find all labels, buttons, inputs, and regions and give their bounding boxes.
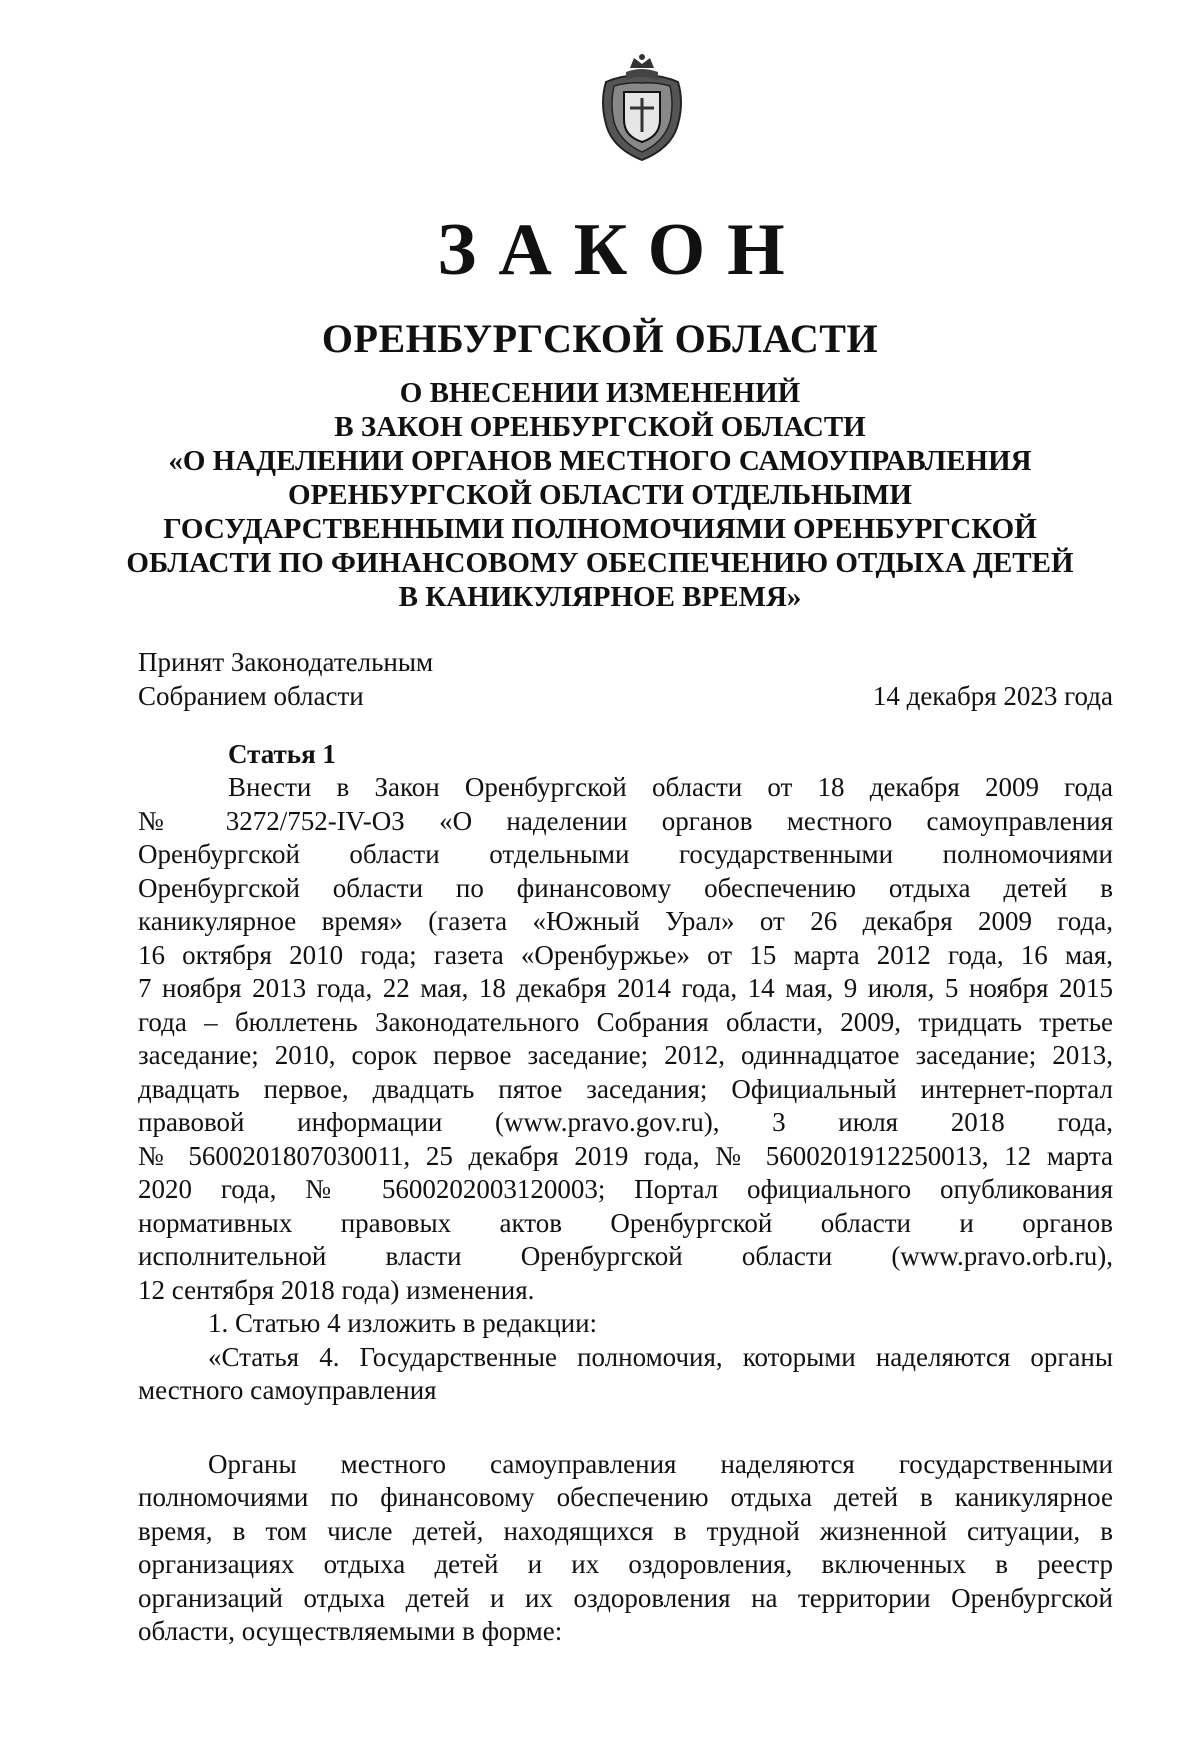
subtitle-line: В КАНИКУЛЯРНОЕ ВРЕМЯ» — [398, 581, 802, 613]
article-text-line: заседание; 2010, сорок первое заседание; 2012, одиннадцатое заседание; 2013, — [138, 1040, 1113, 1070]
article-text-line: Оренбургской области отдельными государственными полномочиями — [138, 839, 1113, 869]
law-subtitle — [120, 376, 1080, 614]
subtitle-line: О ВНЕСЕНИИ ИЗМЕНЕНИЙ — [399, 377, 801, 409]
amendment-item: 1. Статью 4 изложить в редакции: — [208, 1308, 598, 1338]
article-text-line: правовой информации (www.pravo.gov.ru), 3 июля 2018 года, — [138, 1107, 1113, 1137]
article-text-line: 2020 года, № 5600202003120003; Портал официального опубликования — [138, 1174, 1113, 1204]
article-heading: Статья 1 — [228, 739, 336, 769]
subtitle-line: «О НАДЕЛЕНИИ ОРГАНОВ МЕСТНОГО САМОУПРАВЛЕНИЯ — [168, 445, 1032, 477]
article-text-line: Внести в Закон Оренбургской области от 18 декабря 2009 года — [228, 772, 1113, 802]
emblem-icon — [596, 52, 688, 164]
article-text-line: 7 ноября 2013 года, 22 мая, 18 декабря 2014 года, 14 мая, 9 июля, 5 ноября 2015 — [138, 973, 1113, 1003]
paragraph-line: время, в том числе детей, находящихся в трудной жизненной ситуации, в — [138, 1515, 1113, 1546]
article-text-line: № 5600201807030011, 25 декабря 2019 года, № 5600201912250013, 12 марта — [138, 1140, 1113, 1171]
subtitle-line: В ЗАКОН ОРЕНБУРГСКОЙ ОБЛАСТИ — [334, 411, 866, 443]
article-text-line: двадцать первое, двадцать пятое заседания; Официальный интернет-портал — [138, 1073, 1113, 1104]
quoted-article-heading: «Статья 4. Государственные полномочия, которыми наделяются органы — [208, 1341, 1113, 1372]
paragraph-line: организаций отдыха детей и их оздоровления на территории Оренбургской — [138, 1582, 1113, 1613]
paragraph-line: Органы местного самоуправления наделяются государственными — [208, 1448, 1113, 1479]
adopted-by-label: Принят Законодательным — [138, 647, 434, 677]
subtitle-line: ОРЕНБУРГСКОЙ ОБЛАСТИ ОТДЕЛЬНЫМИ — [288, 479, 912, 511]
article-text-line: исполнительной власти Оренбургской области (www.pravo.orb.ru), — [138, 1241, 1113, 1271]
article-text-line: нормативных правовых актов Оренбургской области и органов — [138, 1207, 1113, 1238]
paragraph-line: полномочиями по финансовому обеспечению отдыха детей в каникулярное — [138, 1482, 1113, 1512]
region-title: ОРЕНБУРГСКОЙ ОБЛАСТИ — [321, 316, 879, 361]
law-title: ЗАКОН — [437, 209, 807, 291]
law-body — [138, 737, 1113, 1649]
article-text-line: каникулярное время» (газета «Южный Урал» от 26 декабря 2009 года, — [138, 906, 1113, 936]
article-text-line: 16 октября 2010 года; газета «Оренбуржье» от 15 марта 2012 года, 16 мая, — [138, 939, 1113, 970]
paragraph-line: организациях отдыха детей и их оздоровления, включенных в реестр — [138, 1549, 1113, 1579]
paragraph-line: области, осуществляемыми в форме: — [138, 1616, 563, 1646]
adopted-by-label-2: Собранием области — [138, 681, 364, 711]
subtitle-line: ГОСУДАРСТВЕННЫМИ ПОЛНОМОЧИЯМИ ОРЕНБУРГСКОЙ — [163, 513, 1037, 545]
subtitle-line: ОБЛАСТИ ПО ФИНАНСОВОМУ ОБЕСПЕЧЕНИЮ ОТДЫХА ДЕТЕЙ — [126, 547, 1074, 579]
quoted-article-heading-2: местного самоуправления — [138, 1375, 437, 1405]
adoption-block — [138, 645, 1113, 713]
adoption-date: 14 декабря 2023 года — [872, 681, 1113, 711]
article-text-line: Оренбургской области по финансовому обеспечению отдыха детей в — [138, 872, 1113, 903]
article-text-line: года – бюллетень Законодательного Собрания области, 2009, тридцать третье — [138, 1006, 1113, 1037]
article-text-line: № 3272/752-IV-ОЗ «О наделении органов местного самоуправления — [138, 805, 1113, 836]
article-text-line: 12 сентября 2018 года) изменения. — [138, 1274, 535, 1305]
